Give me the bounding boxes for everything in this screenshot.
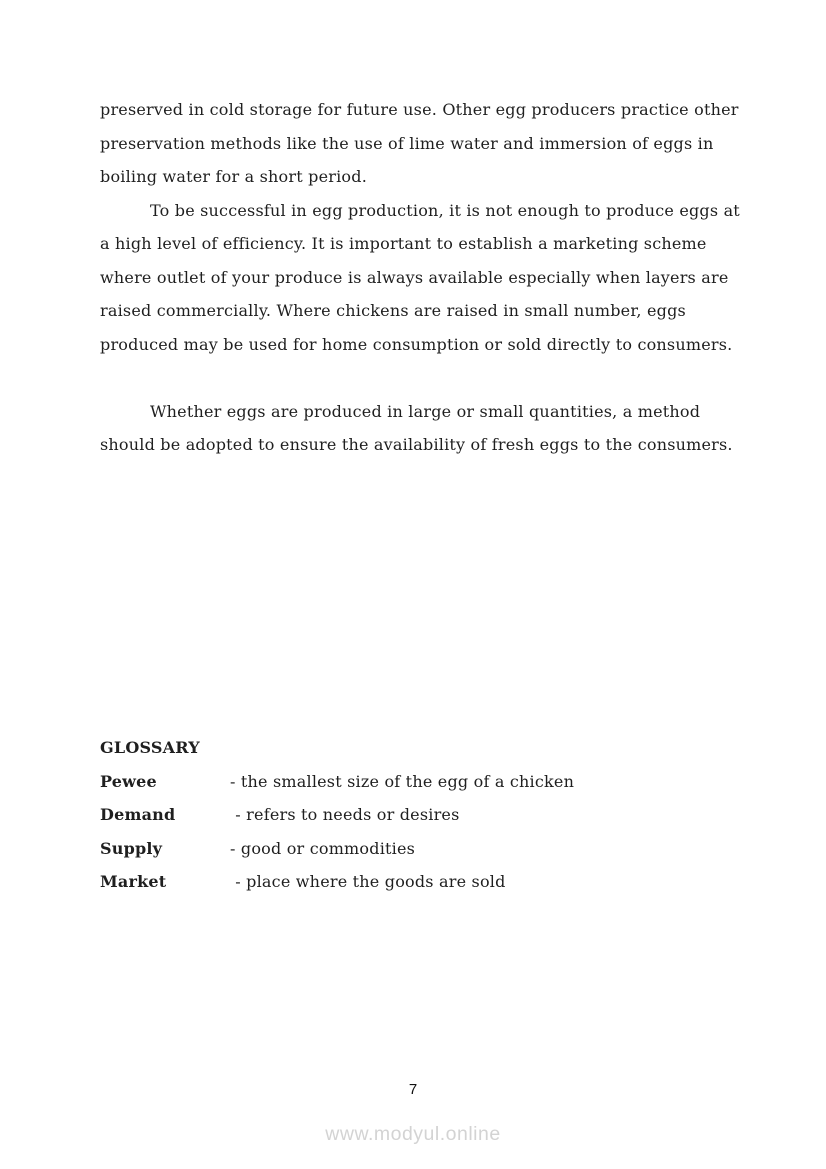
glossary-entry — [100, 832, 732, 866]
text-line: boiling water for a short period. — [100, 167, 367, 186]
text-line: preserved in cold storage for future use. Other egg producers practice other — [100, 100, 739, 119]
glossary-definition: - place where the goods are sold — [230, 872, 506, 891]
glossary-term: Pewee — [100, 771, 157, 791]
glossary-entry — [100, 765, 732, 799]
glossary-entry — [100, 865, 732, 899]
text-line: should be adopted to ensure the availability of fresh eggs to the consumers. — [100, 435, 733, 454]
text-line: raised commercially. Where chickens are raised in small number, eggs — [100, 301, 686, 320]
glossary-definition: - refers to needs or desires — [230, 805, 460, 824]
glossary-definition: - the smallest size of the egg of a chicken — [230, 771, 575, 791]
glossary-section — [100, 731, 732, 899]
glossary-heading: GLOSSARY — [100, 738, 200, 757]
text-line: produced may be used for home consumption or sold directly to consumers. — [100, 334, 733, 354]
text-line: a high level of efficiency. It is important to establish a marketing scheme — [100, 234, 707, 253]
text-line: preservation methods like the use of lime water and immersion of eggs in — [100, 133, 714, 153]
watermark: www.modyul.online — [325, 1123, 501, 1145]
page-number: 7 — [408, 1081, 418, 1098]
glossary-term: Market — [100, 872, 167, 891]
glossary-definition: - good or commodities — [230, 838, 416, 858]
glossary-term: Demand — [100, 805, 176, 824]
text-line: To be successful in egg production, it is not enough to produce eggs at — [150, 200, 740, 220]
page-body-text — [100, 93, 740, 462]
text-line: where outlet of your produce is always available especially when layers are — [100, 267, 729, 287]
text-line: Whether eggs are produced in large or small quantities, a method — [150, 401, 701, 421]
glossary-term: Supply — [100, 838, 163, 858]
glossary-entry — [100, 798, 732, 832]
